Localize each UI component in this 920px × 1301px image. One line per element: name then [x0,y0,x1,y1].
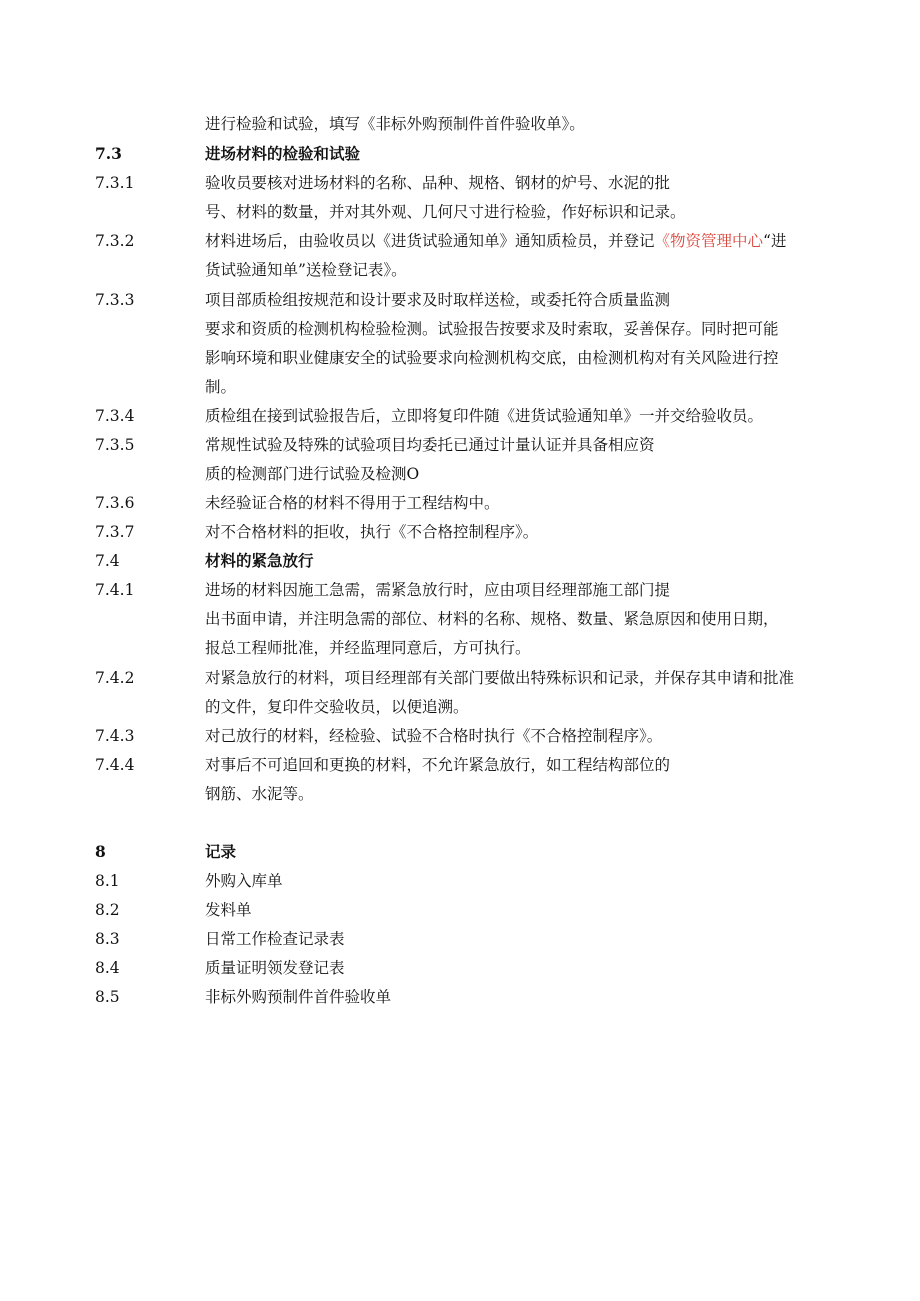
clause-text-7-4-1-line1: 进场的材料因施工急需，需紧急放行时，应由项目经理部施工部门提 [205,581,671,599]
record-item-8-3: 日常工作检查记录表 [205,930,345,948]
section-number-8: 8 [95,842,106,861]
clause-text-7-3-3-line4: 制。 [205,378,237,396]
clause-number-7-3-6: 7.3.6 [95,494,135,512]
clause-text-7-3-1-line2: 号、材料的数量，并对其外观、几何尺寸进行检验，作好标识和记录。 [205,203,686,221]
clause-text-7-3-5-line2: 质的检测部门进行试验及检测O [205,465,420,483]
record-number-8-1: 8.1 [95,872,120,890]
section-heading-7-3: 进场材料的检验和试验 [205,144,361,163]
clause-text-7-4-1-line2: 出书面申请，并注明急需的部位、材料的名称、规格、数量、紧急原因和使用日期， [205,610,779,628]
clause-text-7-3-2-line2: 货试验通知单”送检登记表》。 [205,261,407,279]
clause-text-7-3-3-line3: 影响环境和职业健康安全的试验要求向检测机构交底，由检测机构对有关风险进行控 [205,349,779,367]
record-number-8-2: 8.2 [95,901,120,919]
clause-number-7-4-1: 7.4.1 [95,581,135,599]
clause-text-7-4-4-line1: 对事后不可追回和更换的材料，不允许紧急放行，如工程结构部位的 [205,756,671,774]
clause-number-7-3-3: 7.3.3 [95,291,135,309]
record-item-8-4: 质量证明领发登记表 [205,959,345,977]
clause-text-7-3-1-line1: 验收员要核对进场材料的名称、品种、规格、钢材的炉号、水泥的批 [205,174,671,192]
continuation-text: 进行检验和试验，填写《非标外购预制件首件验收单》。 [205,115,585,133]
clause-number-7-3-4: 7.3.4 [95,407,135,425]
section-number-7-3: 7.3 [95,144,122,163]
clause-text-7-4-2-line1: 对紧急放行的材料，项目经理部有关部门要做出特殊标识和记录，并保存其申请和批准 [205,669,795,687]
record-number-8-3: 8.3 [95,930,120,948]
clause-text-7-4-1-line3: 报总工程师批准，并经监理同意后，方可执行。 [205,639,531,657]
clause-text-7-3-6: 未经验证合格的材料不得用于工程结构中。 [205,494,500,512]
section-heading-8: 记录 [205,842,237,861]
clause-text-7-4-4-line2: 钢筋、水泥等。 [205,785,314,803]
clause-number-7-4-3: 7.4.3 [95,727,135,745]
clause-text-7-4-2-line2: 的文件，复印件交验收员，以便追溯。 [205,698,469,716]
clause-text-7-4-3: 对己放行的材料，经检验、试验不合格时执行《不合格控制程序》。 [205,727,663,745]
clause-number-7-4-2: 7.4.2 [95,669,135,687]
clause-text-7-3-4: 质检组在接到试验报告后，立即将复印件随《进货试验通知单》一并交给验收员。 [205,407,764,425]
clause-number-7-4-4: 7.4.4 [95,756,135,774]
section-number-7-4: 7.4 [95,552,120,570]
clause-text-7-3-2-line1 [205,231,845,251]
clause-number-7-3-1: 7.3.1 [95,174,135,192]
highlighted-text: 《物资管理中心 [654,232,764,250]
record-item-8-2: 发料单 [205,901,252,919]
clause-number-7-3-2: 7.3.2 [95,232,135,250]
clause-text-7-3-2-part3: “进 [763,232,787,250]
record-item-8-1: 外购入库单 [205,872,283,890]
clause-number-7-3-7: 7.3.7 [95,523,135,541]
section-heading-7-4: 材料的紧急放行 [205,551,314,570]
clause-text-7-3-7: 对不合格材料的拒收，执行《不合格控制程序》。 [205,523,539,541]
clause-number-7-3-5: 7.3.5 [95,436,135,454]
record-number-8-4: 8.4 [95,959,120,977]
clause-text-7-3-3-line1: 项目部质检组按规范和设计要求及时取样送检，或委托符合质量监测 [205,291,671,309]
clause-text-7-3-5-line1: 常规性试验及特殊的试验项目均委托已通过计量认证并具备相应资 [205,436,655,454]
clause-text-7-3-3-line2: 要求和资质的检测机构检验检测。试验报告按要求及时索取，妥善保存。同时把可能 [205,320,779,338]
record-item-8-5: 非标外购预制件首件验收单 [205,988,392,1006]
record-number-8-5: 8.5 [95,988,120,1006]
clause-text-7-3-2-part1: 材料进场后，由验收员以《进货试验通知单》通知质检员，并登记 [205,232,655,250]
